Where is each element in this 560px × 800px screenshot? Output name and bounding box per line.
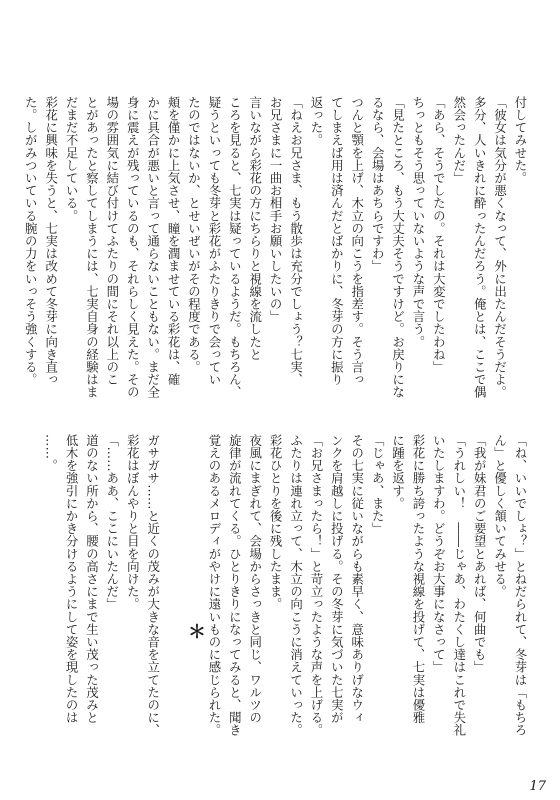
- text-line: 「我が妹君のご要望とあれば、何曲でも」: [472, 434, 488, 674]
- text-line: た。しがみついている腕の力をいっそう強くする。: [23, 96, 39, 386]
- text-line: 返った。: [308, 96, 324, 147]
- text-line: たのではないか、とせいぜいがその程度である。: [186, 96, 202, 374]
- text-line: とがあったと察してしまうには、七実自身の経験はま: [84, 96, 100, 399]
- text-line: 「じゃあ、また」: [370, 434, 386, 535]
- text-line: ころを見ると、七実は疑っているようだ。もちろん、: [227, 96, 243, 399]
- scene-break-asterisk: ＊: [188, 622, 206, 643]
- lower-text-block: [40, 434, 530, 779]
- text-line: 「ね、いいでしょ？」とねだられて、冬芽は「もちろ: [513, 434, 528, 737]
- text-line: 疑うといっても冬芽と彩花がふたりきりで会ってい: [206, 96, 222, 386]
- text-line: るなら、会場はあちらですわ」: [370, 96, 386, 273]
- text-line: ちっともそう思っていないような声で言う。: [410, 96, 426, 348]
- text-line: 低木を強引にかき分けるようにして姿を現したのは: [64, 434, 80, 724]
- text-line: 彩花に勝ち誇ったような視線を投げて、七実は優雅: [410, 434, 426, 724]
- upper-text-block: [20, 96, 530, 426]
- text-line: ふたりは連れ立って、木立の向こうに消えていった。: [288, 434, 304, 737]
- text-line: ……。: [43, 434, 59, 472]
- text-line: に踵を返す。: [390, 434, 406, 510]
- text-line: 旋律が流れてくる。ひとりきりになってみると、聞き: [227, 434, 243, 737]
- text-line: 「……ああ、ここにいたんだ」: [104, 434, 120, 611]
- text-line: かに具合が悪いと言って通らないこともない。まだ全: [145, 96, 161, 399]
- text-line: 道のない所から、腰の高さにまで生い茂った茂みと: [84, 434, 100, 724]
- text-line: [183, 434, 203, 779]
- text-line: 「彼女は気分が悪くなって、外に出たんだそうだよ。: [492, 96, 508, 399]
- page-number: 17: [529, 779, 546, 794]
- text-line: その七実に従いながらも素早く、意味ありげなウィ: [349, 434, 365, 724]
- text-line: 彩花ひとりを後に残したまま。: [268, 434, 284, 611]
- text-line: だまだ不足している。: [64, 96, 80, 222]
- text-line: 夜風にまぎれて、会場からさっきと同じ、ワルツの: [247, 434, 263, 724]
- text-line: 付してみせた。: [513, 96, 528, 185]
- text-line: 「あら、そうでしたの。それは大変でしたわね」: [431, 96, 447, 374]
- text-line: 「うれしい！ ――じゃあ、わたくし達はこれで失礼: [451, 434, 467, 737]
- text-line: 言いながら彩花の方にちらりと視線を流したと: [247, 96, 263, 361]
- text-line: ガサガサ……と近くの茂みが大きな音を立てたのに、: [145, 434, 161, 737]
- text-line: ンクを肩越しに投げる。その冬芽に気づいた七実が: [329, 434, 345, 724]
- text-line: 「ねえお兄さま、もう散歩は充分でしょう？七実、: [288, 96, 304, 386]
- text-line: 然会ったんだ」: [451, 96, 467, 185]
- text-line: 「見たところ、もう大丈夫そうですけど。お戻りにな: [390, 96, 406, 399]
- text-line: 「お兄さまったら！」と苛立ったような声を上げる。: [308, 434, 324, 737]
- text-line: つんと顎を上げ、木立の向こうを指差す。そう言っ: [349, 96, 365, 386]
- text-line: 身に震えが残っているのも、それらしく見えた。その: [125, 96, 141, 399]
- text-line: 彩花に興味を失うと、七実は改めて冬芽に向き直っ: [43, 96, 59, 386]
- text-line: 覚えのあるメロディがやけに遠いものに感じられた。: [206, 434, 222, 737]
- text-line: [163, 434, 183, 779]
- text-line: ん」と優しく頷いてみせる。: [492, 434, 508, 598]
- text-line: てしまえば用は済んだとばかりに、冬芽の方に振り: [329, 96, 345, 386]
- text-line: お兄さまに一曲お相手お願いしたいの」: [268, 96, 284, 323]
- text-line: 頬を僅かに上気させ、瞳を潤ませている彩花は、確: [166, 96, 182, 386]
- text-line: 彩花はぼんやりと目を向けた。: [125, 434, 141, 611]
- text-line: 多分、人いきれに酔ったんだろう。俺とは、ここで偶: [472, 96, 488, 399]
- text-line: 場の雰囲気に結び付けてふたりの間にそれ以上のこ: [104, 96, 120, 386]
- text-line: いたしますわ。どうぞお大事になさって」: [431, 434, 447, 674]
